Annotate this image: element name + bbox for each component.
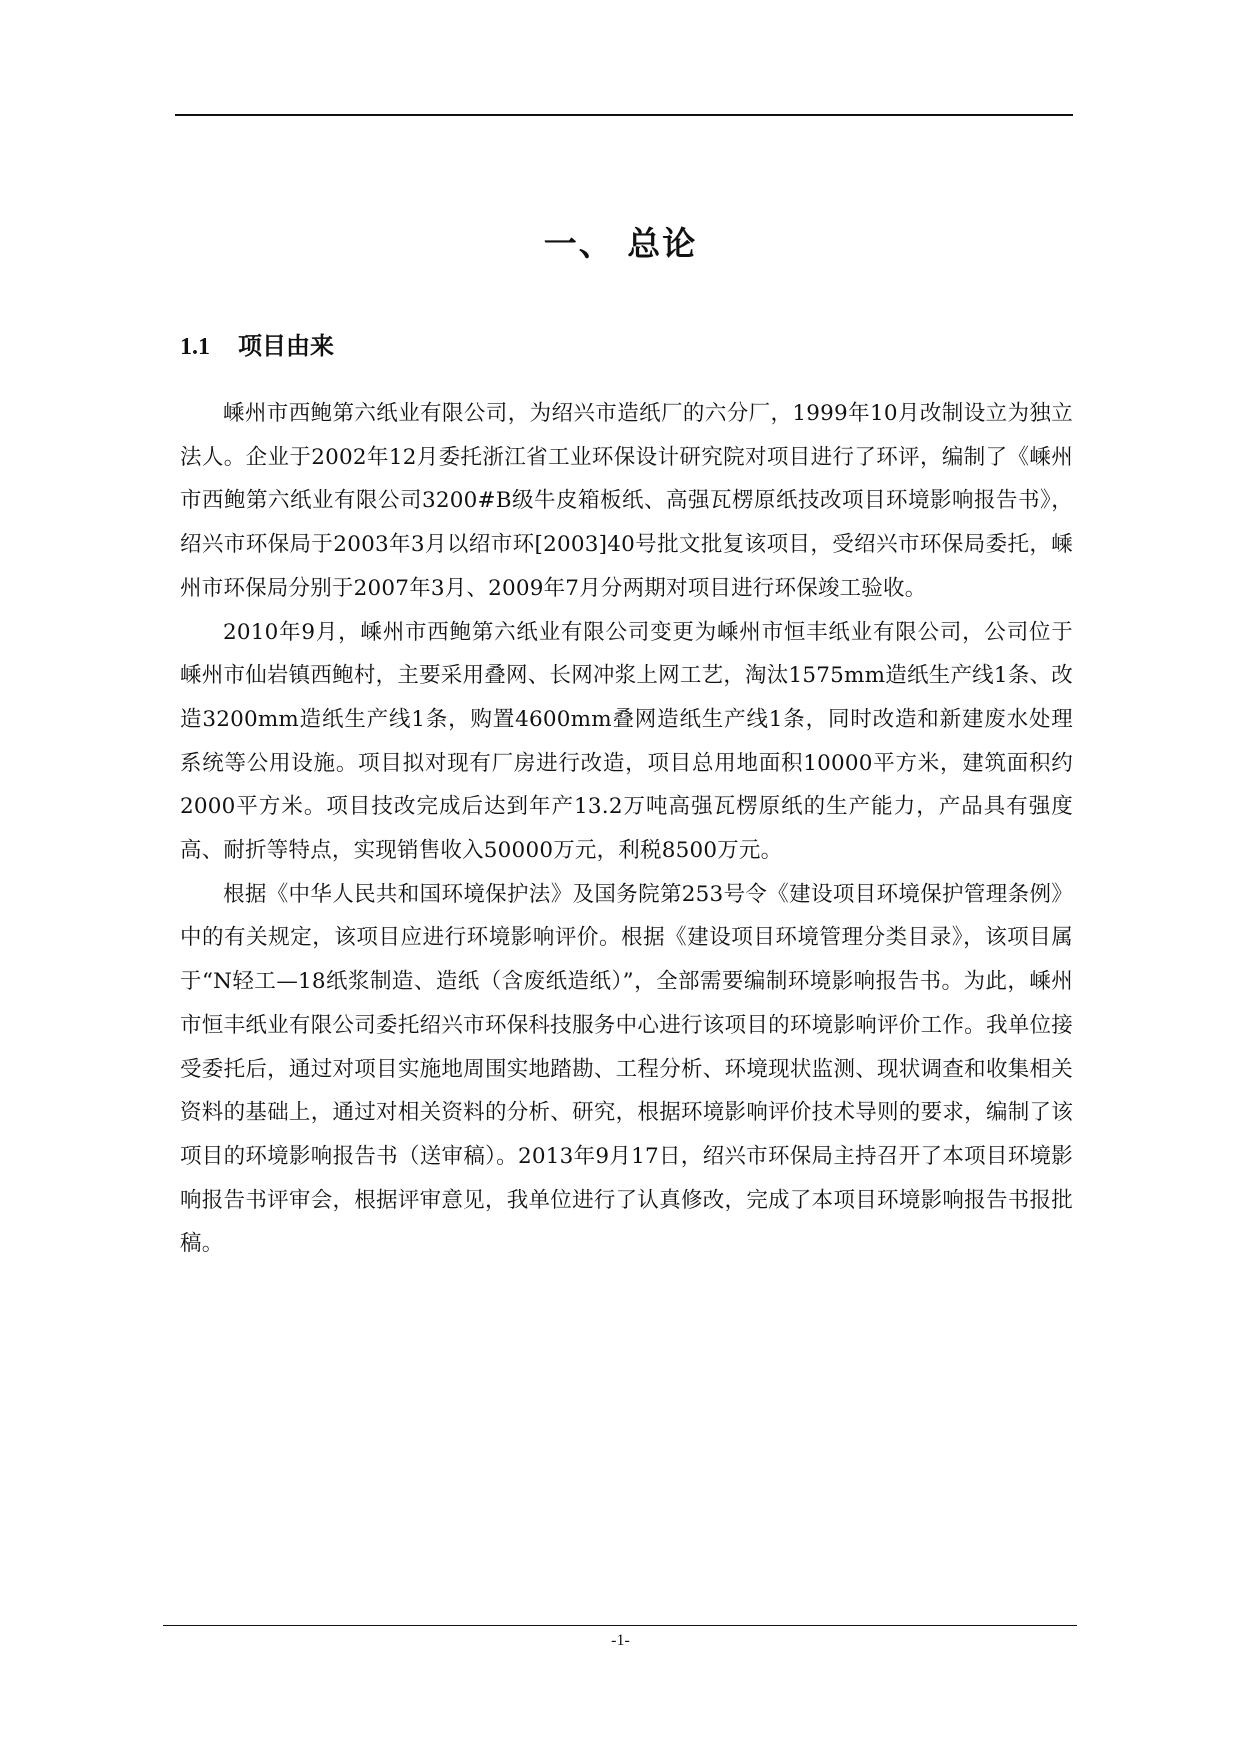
section-heading bbox=[180, 326, 334, 361]
chapter-title: 一、 总论 bbox=[543, 224, 698, 263]
paragraph-project-description: 2010年9月，嵊州市西鲍第六纸业有限公司变更为嵊州市恒丰纸业有限公司，公司位于嵊州市仙岩镇西鲍村，主要采用叠网、长网冲浆上网工艺，淘汰1575mm造纸生产线1条、改造3200mm造纸生产线1条，购置4600mm叠网造纸生产线1条，同时改造和新建废水处理系统等公用设施。项目拟对现有厂房进行改造，项目总用地面积10000平方米，建筑面积约2000平方米。项目技改完成后达到年产13.2万吨高强瓦楞原纸的生产能力，产品具有强度高、耐折等特点，实现销售收入50000万元，利税8500万元。 bbox=[180, 619, 1073, 864]
paragraph-assessment-basis: 根据《中华人民共和国环境保护法》及国务院第253号令《建设项目环境保护管理条例》中的有关规定，该项目应进行环境影响评价。根据《建设项目环境管理分类目录》，该项目属于“N轻工—18纸浆制造、造纸（含废纸造纸）”，全部需要编制环境影响报告书。为此，嵊州市恒丰纸业有限公司委托绍兴市环保科技服务中心进行该项目的环境影响评价工作。我单位接受委托后，通过对项目实施地周围实地踏勘、工程分析、环境现状监测、现状调查和收集相关资料的基础上，通过对相关资料的分析、研究，根据环境影响评价技术导则的要求，编制了该项目的环境影响报告书（送审稿）。2013年9月17日，绍兴市环保局主持召开了本项目环境影响报告书评审会，根据评审意见，我单位进行了认真修改，完成了本项目环境影响报告书报批稿。 bbox=[180, 881, 1073, 1257]
body-text bbox=[180, 392, 1073, 1266]
footer-rule bbox=[163, 1625, 1077, 1626]
section-title: 项目由来 bbox=[238, 332, 334, 360]
section-number: 1.1 bbox=[180, 334, 210, 360]
page-number: -1- bbox=[611, 1632, 630, 1649]
paragraph-project-history: 嵊州市西鲍第六纸业有限公司，为绍兴市造纸厂的六分厂，1999年10月改制设立为独立法人。企业于2002年12月委托浙江省工业环保设计研究院对项目进行了环评，编制了《嵊州市西鲍第六纸业有限公司3200#B级牛皮箱板纸、高强瓦楞原纸技改项目环境影响报告书》，绍兴市环保局于2003年3月以绍市环[2003]40号批文批复该项目，受绍兴市环保局委托，嵊州市环保局分别于2007年3月、2009年7月分两期对项目进行环保竣工验收。 bbox=[180, 401, 1073, 601]
header-rule bbox=[175, 114, 1073, 116]
